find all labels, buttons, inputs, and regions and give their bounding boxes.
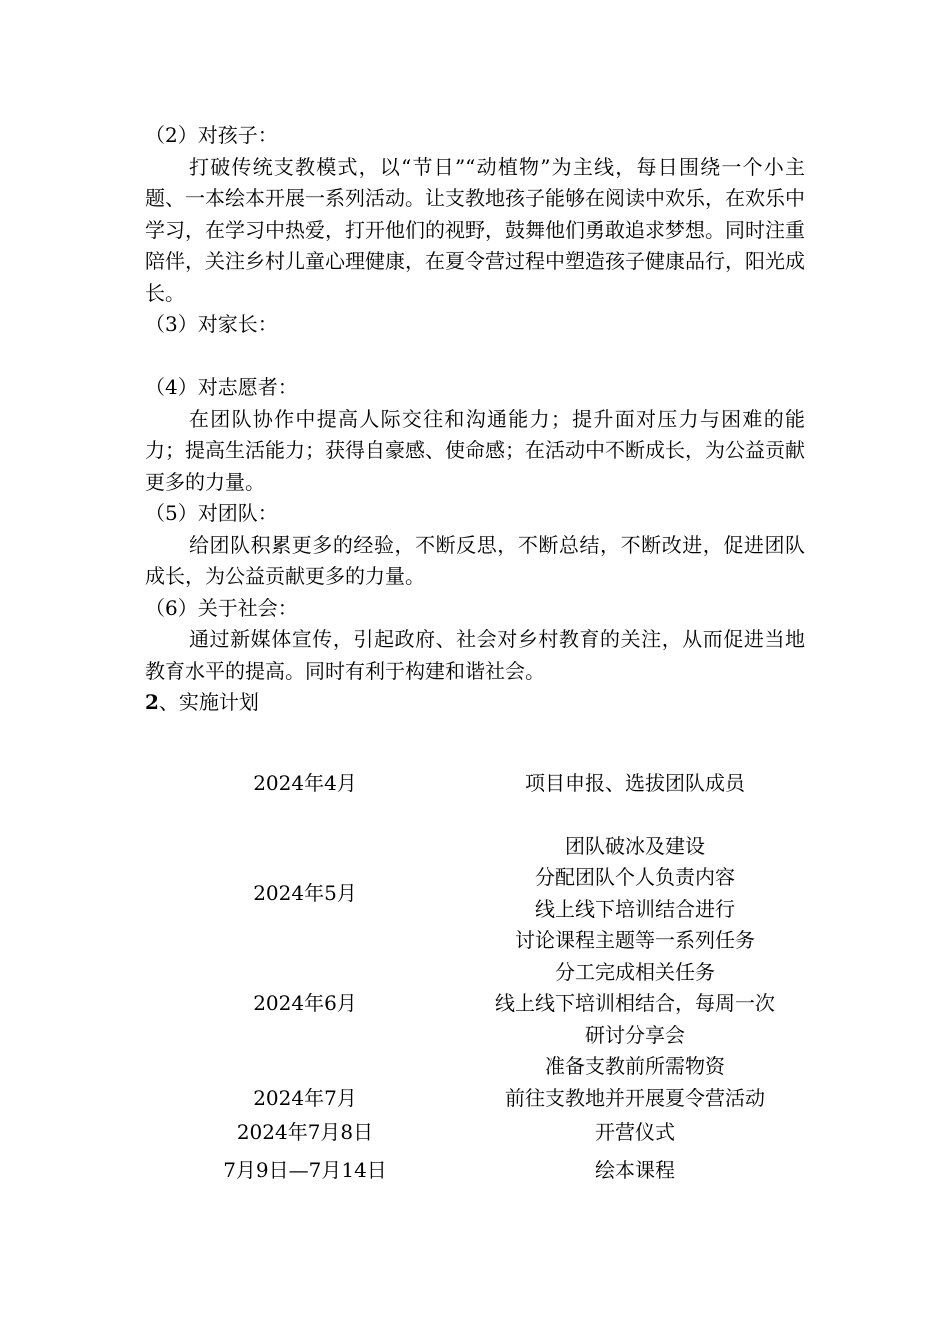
parents-heading: （3）对家长： (145, 312, 278, 336)
plan-row-july (145, 1051, 805, 1114)
blank-line (145, 341, 805, 373)
plan-task: 讨论课程主题等一系列任务 (515, 928, 755, 952)
plan-task: 项目申报、选拔团队成员 (525, 771, 745, 795)
plan-title-number: 2 (145, 690, 159, 714)
plan-task: 绘本课程 (595, 1157, 675, 1182)
plan-tasks (465, 957, 805, 1052)
plan-task: 线上线下培训相结合，每周一次 (495, 991, 775, 1015)
plan-title-text: 、实施计划 (158, 690, 259, 714)
plan-tasks (465, 1152, 805, 1190)
plan-tasks (465, 768, 805, 800)
plan-task: 分配团队个人负责内容 (535, 865, 735, 889)
plan-task: 准备支教前所需物资 (545, 1054, 725, 1078)
plan-task: 团队破冰及建设 (565, 833, 705, 858)
plan-date: 2024年7月 (253, 1085, 357, 1110)
plan-task: 开营仪式 (595, 1120, 675, 1144)
plan-date: 2024年6月 (253, 991, 357, 1015)
plan-task: 线上线下培训结合进行 (535, 896, 735, 921)
plan-row-july-8 (145, 1114, 805, 1152)
plan-task: 研讨分享会 (585, 1022, 685, 1047)
volunteers-heading: （4）对志愿者： (145, 375, 298, 399)
children-heading: （2）对孩子： (145, 123, 278, 147)
plan-tasks (465, 1051, 805, 1114)
plan-tasks (465, 831, 805, 957)
children-paragraph: 打破传统支教模式，以“节日”“动植物”为主线，每日围绕一个小主题、一本绘本开展一系列活动。让支教地孩子能够在阅读中欢乐，在欢乐中学习，在学习中热爱，打开他们的视野，鼓舞他们勇敢追求梦想。同时注重陪伴，关注乡村儿童心理健康，在夏令营过程中塑造孩子健康品行，阳光成长。 (145, 154, 805, 305)
team-heading: （5）对团队： (145, 501, 278, 525)
volunteers-paragraph: 在团队协作中提高人际交往和沟通能力；提升面对压力与困难的能力；提高生活能力；获得自豪感、使命感；在活动中不断成长，为公益贡献更多的力量。 (145, 406, 805, 494)
plan-date: 7月9日—7月14日 (223, 1157, 387, 1182)
plan-row-july-9-14 (145, 1152, 805, 1190)
plan-table (145, 768, 805, 1189)
plan-date: 2024年4月 (253, 771, 357, 795)
plan-date: 2024年7月8日 (236, 1120, 374, 1144)
document-body (145, 120, 805, 719)
society-heading: （6）关于社会： (145, 595, 298, 620)
plan-row-may (145, 831, 805, 957)
plan-tasks (465, 1114, 805, 1152)
plan-task: 前往支教地并开展夏令营活动 (505, 1085, 765, 1110)
plan-task: 分工完成相关任务 (555, 959, 715, 984)
plan-row-june (145, 957, 805, 1052)
society-paragraph: 通过新媒体宣传，引起政府、社会对乡村教育的关注，从而促进当地教育水平的提高。同时有利于构建和谐社会。 (145, 627, 805, 683)
plan-date: 2024年5月 (253, 880, 357, 905)
plan-spacer (145, 800, 805, 831)
team-paragraph: 给团队积累更多的经验，不断反思，不断总结，不断改进，促进团队成长，为公益贡献更多的力量。 (145, 532, 805, 588)
plan-row-april (145, 768, 805, 800)
plan-section-title (145, 687, 805, 719)
